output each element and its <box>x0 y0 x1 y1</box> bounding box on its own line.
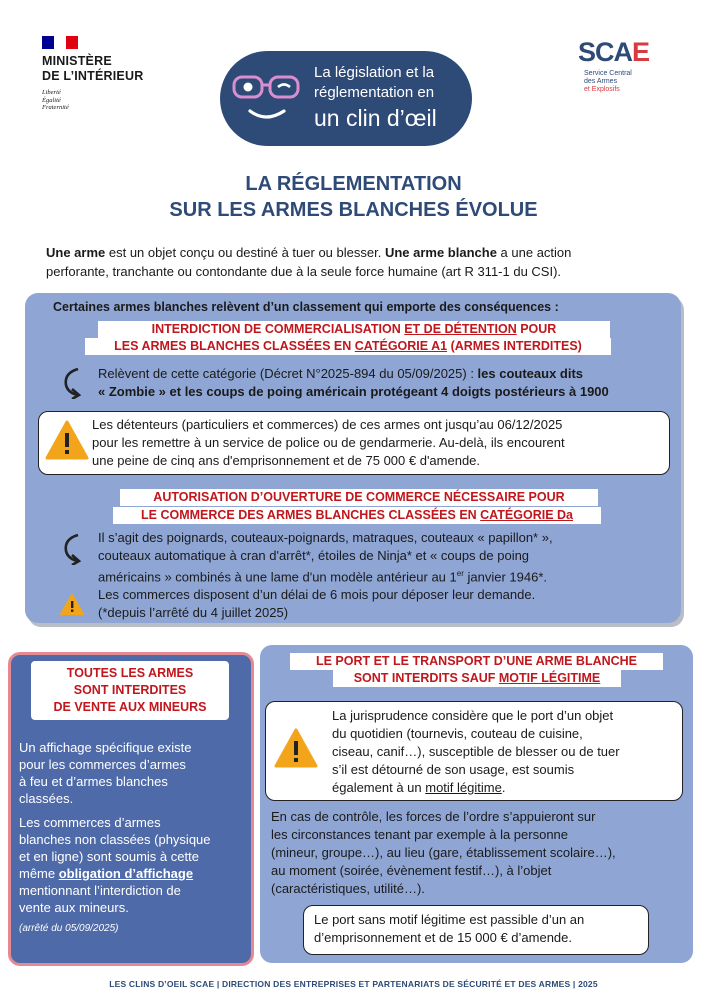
minors-panel <box>8 652 254 966</box>
page-title-line2: SUR LES ARMES BLANCHES ÉVOLUE <box>169 199 538 221</box>
republique-flag-icon <box>42 36 78 49</box>
category-da-title: AUTORISATION D’OUVERTURE DE COMMERCE NÉCESSAIRE POUR <box>120 489 598 506</box>
scae-logo: SCAE <box>578 37 650 67</box>
category-a1-title: INTERDICTION DE COMMERCIALISATION ET DE DÉTENTION POUR <box>98 321 610 338</box>
page-title-line1: LA RÉGLEMENTATION <box>245 173 462 195</box>
panel-heading: Certaines armes blanches relèvent d’un classement qui emporte des conséquences : <box>53 300 559 314</box>
carrying-panel <box>260 645 693 963</box>
footer-credit: LES CLINS D’OEIL SCAE | DIRECTION DES ENTREPRISES ET PARTENARIATS DE SÉCURITÉ ET DES ARMES | 2025 <box>109 979 598 989</box>
carrying-title: LE PORT ET LE TRANSPORT D’UNE ARME BLANCHE <box>290 653 663 670</box>
carrying-title-2: SONT INTERDITS SAUF MOTIF LÉGITIME <box>333 670 621 687</box>
minors-paragraph-1: Un affichage spécifique existe pour les commerces d’armes à feu et d’armes blanches classées. <box>19 740 192 806</box>
jurisprudence-card <box>265 701 683 801</box>
warning-text: Les détenteurs (particuliers et commerces) de ces armes ont jusqu’au 06/12/2025 pour les remettre à un service de police ou de gendarmerie. Au-delà, ils encourent une peine de cinq ans d'emprisonnement et de 75 000 € d'amende. <box>92 417 565 468</box>
category-da-body: Il s’agit des poignards, couteaux-poignards, matraques, couteaux « papillon* », couteaux automatique à cran d'arrêt*, étoiles de Ninja* et « coups de poing américains » combinés à une lame d'un modèle antérieur au 1er janvier 1946*. Les commerces disposent d’un délai de 6 mois pour déposer leur demande. (*depuis l’arrêté du 4 juillet 2025) <box>98 530 553 621</box>
curved-arrow-icon <box>58 531 88 565</box>
pill-line1: La législation et la <box>314 64 435 81</box>
minors-paragraph-2: Les commerces d’armes blanches non classées (physique et en ligne) sont soumis à cette même obligation d’affichage mentionnant l’interdiction de vente aux mineurs. <box>19 815 211 915</box>
penalty-text: Le port sans motif légitime est passible d’un an d’emprisonnement et de 15 000 € d’amende. <box>314 912 585 945</box>
penalty-card <box>303 905 649 955</box>
detention-warning-card <box>38 411 670 475</box>
category-a1-title-2: LES ARMES BLANCHES CLASSÉES EN CATÉGORIE A1 (ARMES INTERDITES) <box>85 338 611 355</box>
pill-line3: un clin d’œil <box>314 105 437 131</box>
winking-face-icon <box>230 69 306 129</box>
category-da-title-2: LE COMMERCE DES ARMES BLANCHES CLASSÉES EN CATÉGORIE Da <box>113 507 601 524</box>
jurisprudence-text: La jurisprudence considère que le port d’un objet du quotidien (tournevis, couteau de cuisine, ciseau, canif…), susceptible de blesser ou de tuer s’il est détourné de son usage, est soumis également à un motif légitime. <box>332 708 620 795</box>
classification-panel <box>25 293 681 623</box>
warning-icon <box>45 420 89 460</box>
warning-icon <box>59 593 85 617</box>
minors-title: TOUTES LES ARMES SONT INTERDITES DE VENTE AUX MINEURS <box>31 661 229 720</box>
warning-icon <box>274 728 318 768</box>
scae-subtitle: Service Central des Armes et Explosifs <box>584 70 632 93</box>
category-a1-body: Relèvent de cette catégorie (Décret N°2025-894 du 05/09/2025) : les couteaux dits « Zombie » et les coups de poing américain protégeant 4 doigts postérieurs à 1900 <box>98 366 609 399</box>
ministry-name: MINISTÈRE DE L’INTÉRIEUR <box>42 54 144 83</box>
control-paragraph: En cas de contrôle, les forces de l’ordre s’appuieront sur les circonstances tenant par exemple à la personne (mineur, groupe…), au lieu (gare, établissement scolaire…), au moment (soirée, évènement festif…), à l’objet (caractéristiques, utilité…). <box>271 809 616 896</box>
pill-line2: réglementation en <box>314 84 435 101</box>
minors-note: (arrêté du 05/09/2025) <box>19 923 119 934</box>
republic-motto: Liberté Égalité Fraternité <box>42 89 69 111</box>
curved-arrow-icon <box>58 365 88 399</box>
series-pill-logo <box>220 51 472 146</box>
intro-paragraph: Une arme est un objet conçu ou destiné à tuer ou blesser. Une arme blanche a une action perforante, tranchante ou contondante due à la seule force humaine (art R 311-1 du CSI). <box>46 245 572 279</box>
